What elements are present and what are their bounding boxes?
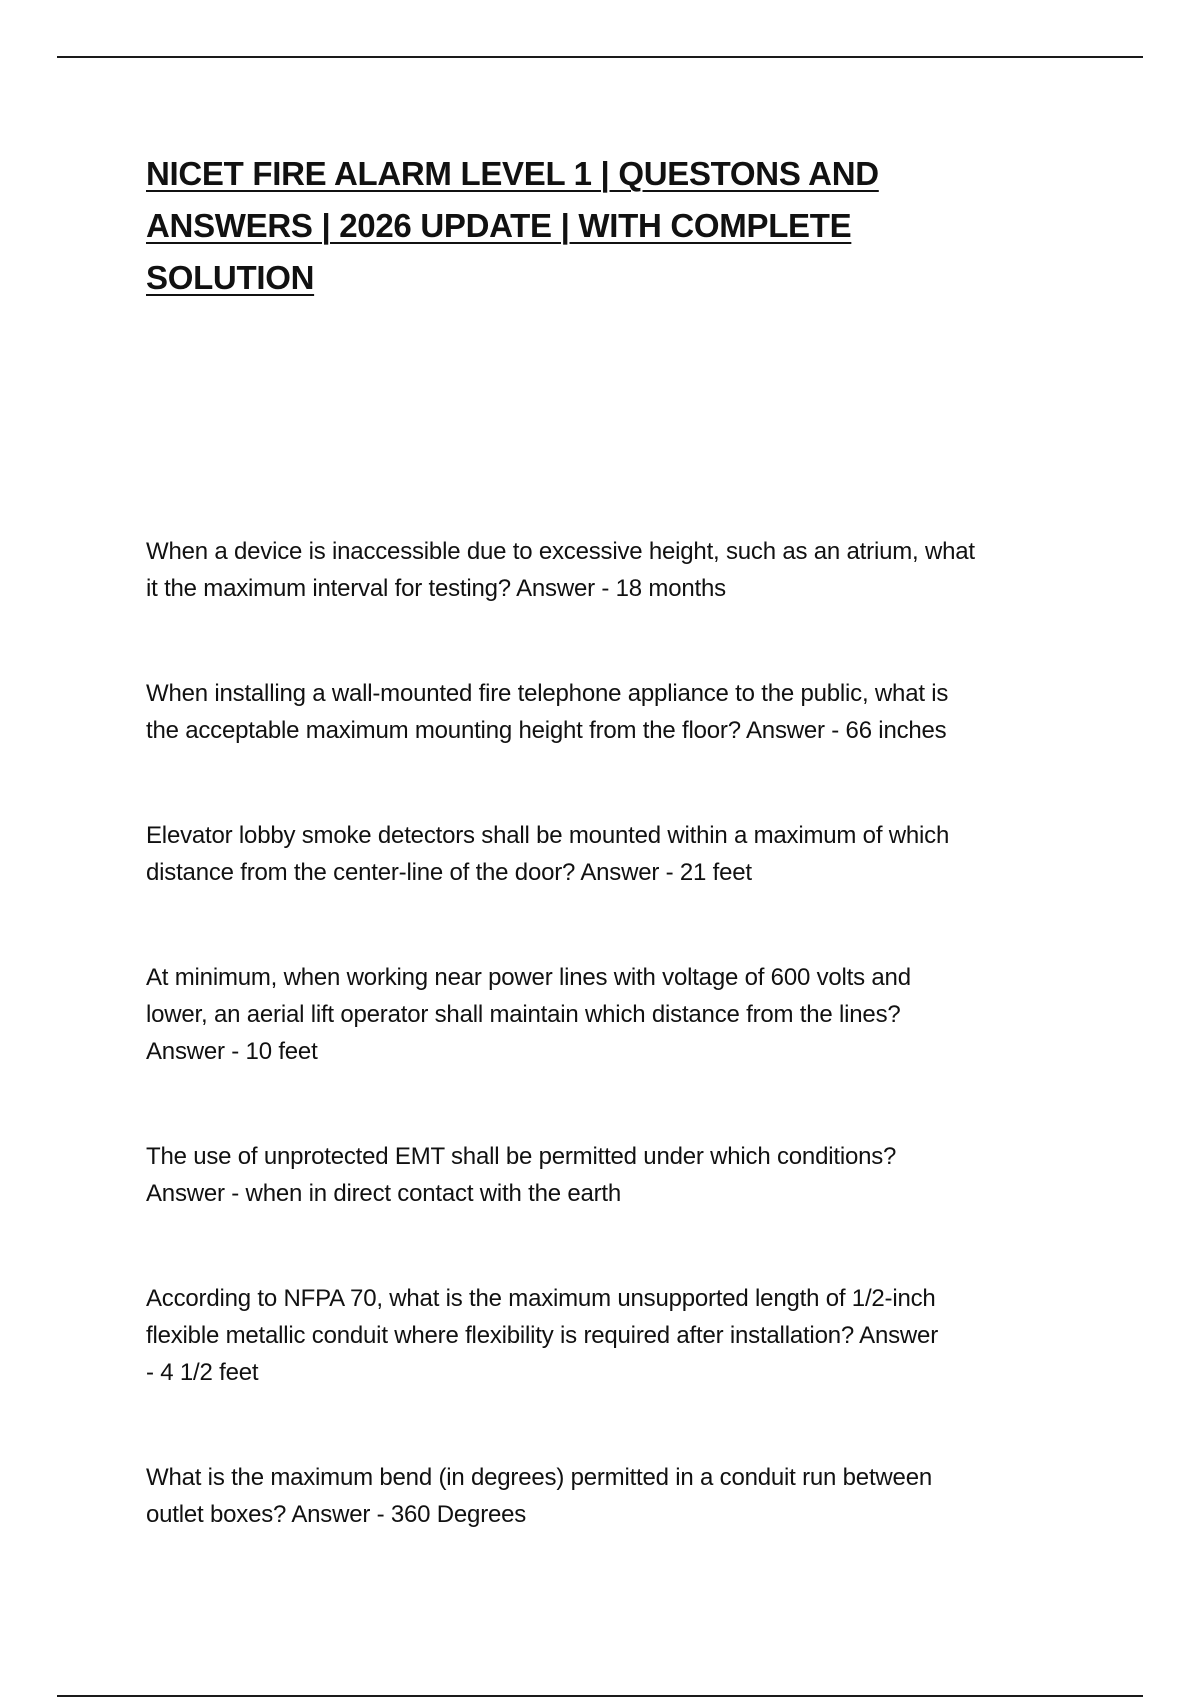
qa-item: When installing a wall-mounted fire telephone appliance to the public, what is the acceptable maximum mounting height from the floor? Answer - 66 inches (146, 680, 949, 744)
qa-item: According to NFPA 70, what is the maximum unsupported length of 1/2-inch flexible metallic conduit where flexibility is required after installation? Answer - 4 1/2 feet (146, 1285, 938, 1386)
document-title: NICET FIRE ALARM LEVEL 1 | QUESTONS AND ANSWERS | 2026 UPDATE | WITH COMPLETE SOLUTION (146, 155, 879, 296)
header-divider (57, 56, 1143, 58)
footer-divider (57, 1695, 1143, 1697)
qa-item: When a device is inaccessible due to excessive height, such as an atrium, what it the maximum interval for testing? Answer - 18 months (146, 538, 975, 602)
qa-item: The use of unprotected EMT shall be permitted under which conditions? Answer - when in direct contact with the earth (146, 1143, 897, 1207)
qa-list (146, 533, 1046, 1533)
qa-item: What is the maximum bend (in degrees) permitted in a conduit run between outlet boxes? Answer - 360 Degrees (146, 1464, 933, 1528)
qa-item: At minimum, when working near power lines with voltage of 600 volts and lower, an aerial lift operator shall maintain which distance from the lines? Answer - 10 feet (146, 964, 911, 1065)
qa-item: Elevator lobby smoke detectors shall be mounted within a maximum of which distance from the center-line of the door? Answer - 21 feet (146, 822, 950, 886)
